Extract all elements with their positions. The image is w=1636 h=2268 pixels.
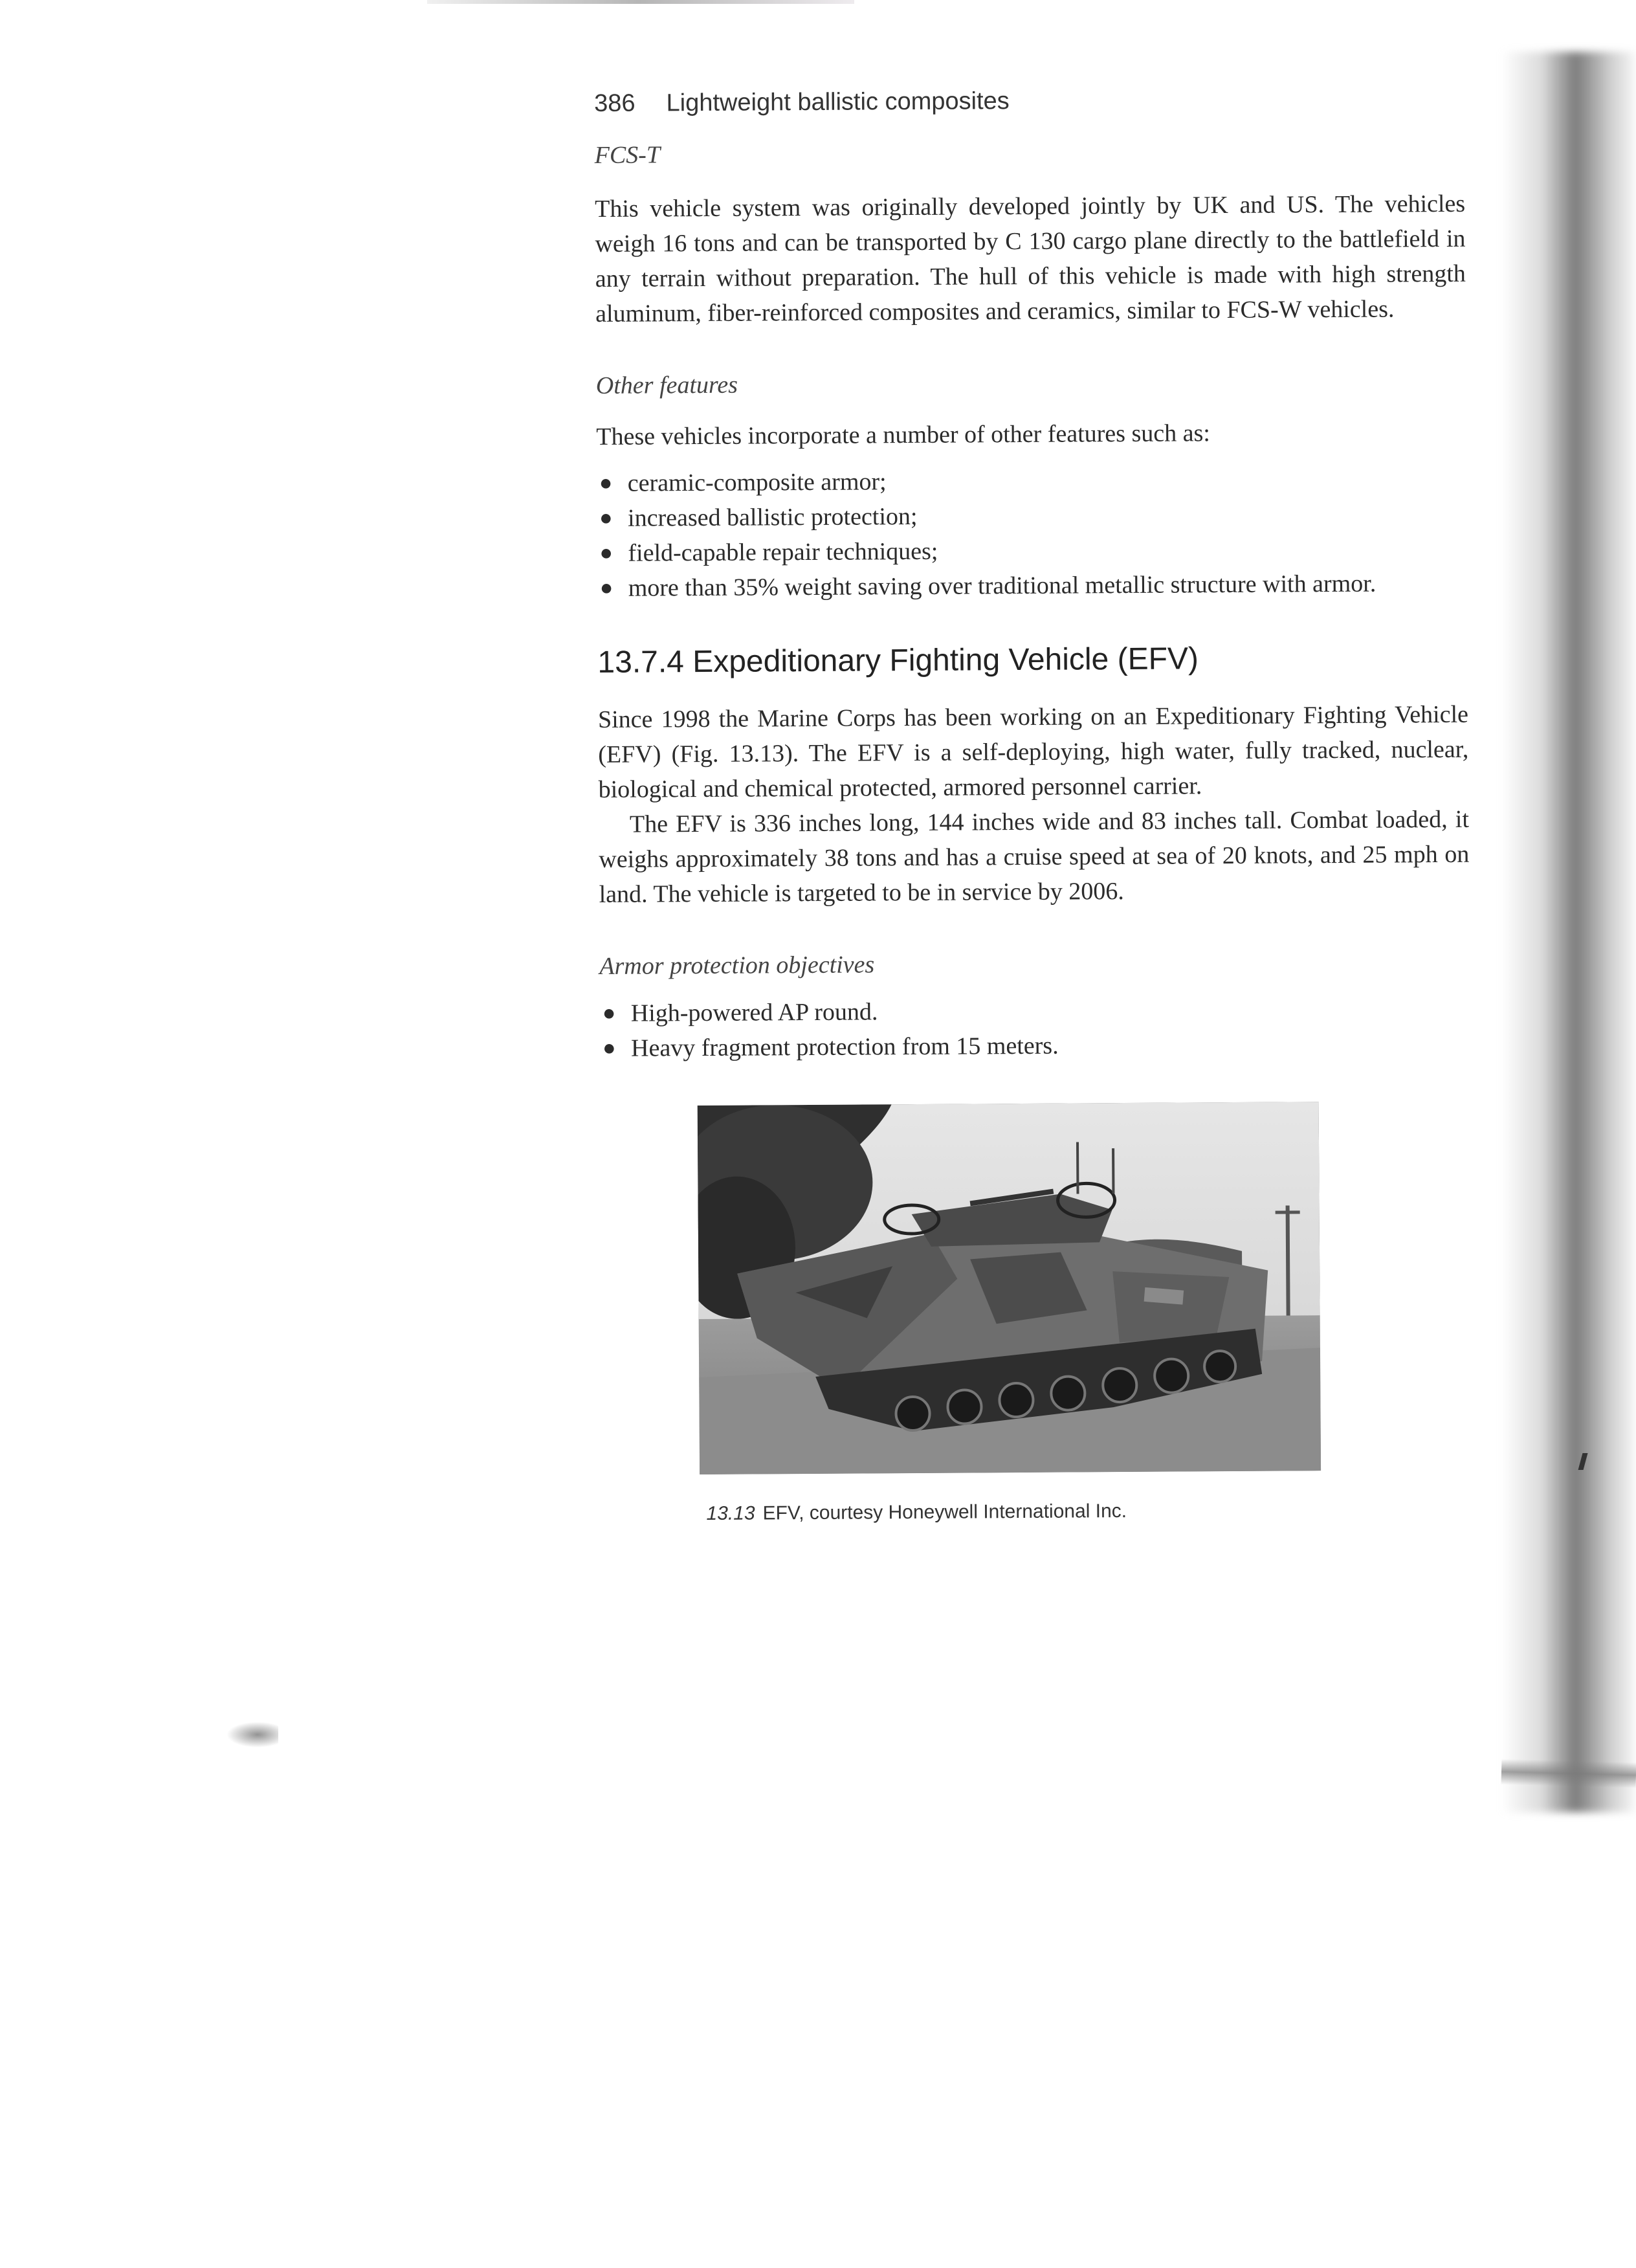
page-number: 386 [594, 89, 636, 117]
armor-objectives-list [600, 991, 1471, 1066]
section-heading: 13.7.4 Expeditionary Fighting Vehicle (EFV) [597, 641, 1199, 680]
efv-photo [698, 1102, 1321, 1474]
figure-caption [706, 1498, 1473, 1525]
book-page [594, 79, 1474, 1526]
list-item: ● increased ballistic protection; [599, 502, 918, 532]
figure-caption-text: EFV, courtesy Honeywell International Inc. [762, 1500, 1127, 1524]
other-features-intro: These vehicles incorporate a number of other features such as: [596, 419, 1211, 450]
list-item: ● more than 35% weight saving over traditional metallic structure with armor. [599, 570, 1376, 602]
list-item: ● Heavy fragment protection from 15 meters. [602, 1032, 1059, 1062]
efv-vehicle-image [698, 1102, 1321, 1474]
figure-number: 13.13 [706, 1502, 755, 1524]
list-item: ● High-powered AP round. [602, 998, 878, 1027]
fcs-t-heading: FCS-T [594, 141, 661, 169]
fcs-t-paragraph: This vehicle system was originally developed jointly by UK and US. The vehicles weigh 16 tons and can be transported by C 130 cargo plane directly to the battlefield in any terrain without preparation. The hull of this vehicle is made with high strength aluminum, fiber-reinforced composites and ceramics, similar to FCS-W vehicles. [595, 190, 1466, 328]
efv-paragraph-2: The EFV is 336 inches long, 144 inches wide and 83 inches tall. Combat loaded, it weighs approximately 38 tons and has a cruise speed at sea of 20 knots, and 25 mph on land. The vehicle is targeted to be in service by 2006. [599, 805, 1470, 908]
other-features-heading: Other features [595, 371, 738, 399]
scan-left-shadow [227, 1722, 278, 1748]
list-item: ● field-capable repair techniques; [599, 537, 938, 567]
page-bottom-edge [1501, 1759, 1636, 1788]
list-item: ● ceramic-composite armor; [599, 468, 887, 497]
efv-paragraph-1: Since 1998 the Marine Corps has been working on an Expeditionary Fighting Vehicle (EFV) (Fig. 13.13). The EFV is a self-deploying, high water, fully tracked, nuclear, biological and chemical protected, armored personnel carrier. [597, 700, 1469, 803]
scan-top-edge [427, 0, 854, 4]
book-spine-shadow [1501, 52, 1636, 1812]
running-title: Lightweight ballistic composites [666, 87, 1010, 117]
armor-objectives-heading: Armor protection objectives [599, 951, 875, 980]
running-head [594, 79, 1465, 123]
other-features-list [597, 461, 1468, 606]
